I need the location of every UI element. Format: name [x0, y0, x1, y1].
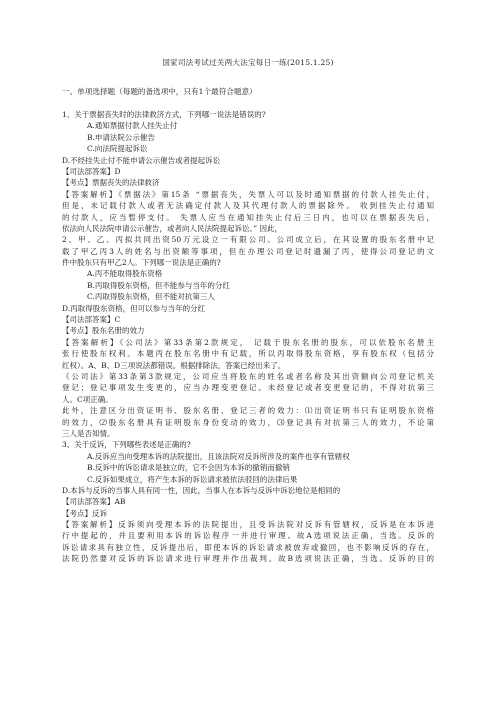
text-line: 张行使股东权利。本题丙在股东名册中有记载，所以丙取得股东资格，享有股东权（包括分: [62, 349, 434, 359]
question-body: [62, 109, 434, 565]
text-line: D.丙取得股东资格，但可以参与当年的分红: [62, 303, 206, 313]
text-line: C.反诉如果成立，将产生本诉的诉讼请求被依法驳回的法律后果: [87, 474, 298, 484]
text-line: A.反诉应当向受理本诉的法院提出，且该法院对反诉所涉及的案件也享有管辖权: [87, 451, 350, 461]
text-line: D.不经挂失止付不能申请公示催告或者提起诉讼: [62, 155, 221, 165]
text-line: 但是，未记载付款人或者无法确定付款人及其代理付款人的票据除外。 收到挂失止付通知: [62, 201, 434, 211]
document-title: 国家司法考试过关两大法宝每日一练(2015.1.25): [162, 58, 334, 67]
text-line: C.丙取得股东资格，但不能对抗第三人: [87, 292, 215, 302]
text-line: A.丙不能取得股东资格: [87, 269, 163, 279]
text-line: 登记；登记事项发生变更的，应当办理变更登记。未经登记或者变更登记的，不得对抗第三: [62, 383, 434, 393]
text-line: 【司法部答案】D: [62, 166, 121, 176]
text-line: 载了甲乙丙3人的姓名与出资额等事项，但在办理公司登记时遗漏了丙，使得公司登记的文: [62, 246, 434, 256]
text-line: B.丙取得股东资格，但不能参与当年的分红: [87, 280, 230, 290]
text-line: 此外，注意区分出资证明书、股东名册、登记三者的效力：⑴出资证明书只有证明股东资格: [62, 406, 434, 416]
text-line: 的效力，⑵股东名册具有证明股东身份变动的效力，⑶登记具有对抗第三人的效力，不论第: [62, 417, 434, 427]
text-line: 【答案解析】反诉须向受理本诉的法院提出，且受诉法院对反诉有管辖权，反诉是在本诉进: [62, 520, 434, 530]
text-line: 【考点】反诉: [62, 508, 107, 518]
section-heading: 一、单项选择题（每题的备选项中，只有1个最符合题意）: [62, 87, 257, 96]
text-line: 的付款人，应当暂停支付。 失票人应当在通知挂失止付后三日内，也可以在票据丧失后，: [62, 212, 434, 222]
text-line: B.申请法院公示催告: [87, 132, 155, 142]
text-line: 件中股东只有甲乙2人。下列哪一说法是正确的?: [62, 258, 221, 268]
text-line: 【司法部答案】AB: [62, 497, 126, 507]
text-line: 行中提起的，并且要利用本诉的诉讼程序一并进行审理。故A选项说法正确，当选。反诉的: [62, 531, 434, 541]
text-line: 诉讼请求具有独立性，反诉提出后，即使本诉的诉讼请求被放弃或撤回，也不影响反诉的存在，: [62, 542, 434, 552]
text-line: 【考点】股东名册的效力: [62, 326, 145, 336]
text-line: 【司法部答案】C: [62, 315, 121, 325]
text-line: 《公司法》第33条第3款规定，公司应当将股东的姓名或者名称及其出资额向公司登记机关: [62, 371, 434, 381]
text-line: D.本诉与反诉的当事人具有同一性，因此，当事人在本诉与反诉中诉讼地位是相同的: [62, 485, 341, 495]
text-line: 人。C项正确。: [62, 394, 113, 404]
text-line: 1、关于票据丧失时的法律救济方式，下列哪一说法是错误的?: [62, 110, 266, 119]
text-line: C.向法院提起诉讼: [87, 144, 148, 154]
text-line: 【答案解析】《票据法》第15条 “票据丧失，失票人可以及时通知票据的付款人挂失止付，: [62, 189, 434, 199]
text-line: B.反诉中的诉讼请求是独立的，它不会因为本诉的撤销而撤销: [87, 463, 290, 473]
text-line: 【答案解析】《公司法》第33条第2款规定， 记载于股东名册的股东，可以依股东名册主: [62, 337, 434, 347]
text-line: 红权）。A、B、D三项说法都错误。根据排除法，答案已经出来了。: [62, 360, 286, 370]
text-line: 2、甲、乙、丙拟共同出资50万元设立一有限公司。公司成立后，在其设置的股东名册中记: [62, 235, 434, 245]
text-line: 3、关于反诉，下列哪些表述是正确的?: [62, 440, 191, 450]
text-line: 依法向人民法院申请公示催告，或者向人民法院提起诉讼。” 因此，: [62, 223, 282, 233]
text-line: 法院仍然要对反诉的诉讼请求进行审理并作出裁判。故B选项说法正确，当选。反诉的目的: [62, 554, 434, 564]
text-line: 【考点】票据丧失的法律救济: [62, 178, 160, 188]
text-line: 三人是否知情。: [62, 428, 115, 438]
text-line: A.通知票据付款人挂失止付: [87, 121, 178, 131]
